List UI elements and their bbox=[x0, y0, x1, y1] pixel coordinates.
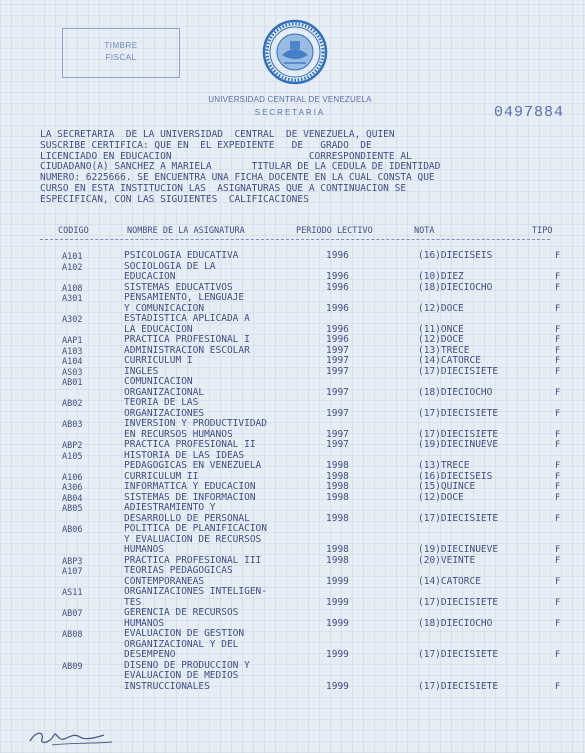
row-type: F bbox=[555, 461, 561, 471]
row-period: 1996 bbox=[326, 281, 349, 293]
row-subject: INFORMATICA Y EDUCACION bbox=[124, 481, 256, 492]
row-type: F bbox=[555, 345, 561, 356]
row-period: 1996 bbox=[326, 250, 349, 261]
row-grade: (18)DIECIOCHO bbox=[418, 281, 493, 293]
row-grade: (17)DIECISIETE bbox=[418, 512, 499, 524]
row-type: F bbox=[555, 513, 561, 524]
header-type: TIPO bbox=[532, 226, 553, 236]
row-code: AB03 bbox=[62, 420, 83, 430]
row-subject: CURRICULUM I bbox=[124, 355, 193, 366]
row-subject: ADIESTRAMIENTO Y DESARROLLO DE PERSONAL bbox=[124, 502, 250, 524]
row-type: F bbox=[555, 282, 561, 293]
row-code: AS03 bbox=[62, 367, 83, 378]
row-subject: PRACTICA PROFESIONAL III bbox=[124, 554, 262, 566]
row-code: A104 bbox=[62, 357, 83, 367]
row-type: F bbox=[555, 303, 561, 314]
row-subject: PSICOLOGIA EDUCATIVA bbox=[124, 250, 239, 261]
header-subject: NOMBRE DE LA ASIGNATURA bbox=[127, 226, 245, 236]
row-type: F bbox=[555, 429, 561, 440]
university-name: UNIVERSIDAD CENTRAL DE VENEZUELA bbox=[208, 95, 372, 104]
row-code: A306 bbox=[62, 483, 83, 493]
row-code: ABP2 bbox=[62, 441, 83, 451]
row-grade: (12)DOCE bbox=[418, 491, 464, 503]
row-grade: (19)DIECINUEVE bbox=[418, 439, 499, 450]
row-type: F bbox=[555, 492, 561, 503]
row-period: 1996 bbox=[326, 302, 349, 314]
row-code: AB02 bbox=[62, 399, 83, 409]
row-period: 1997 bbox=[326, 407, 349, 419]
row-code: AB09 bbox=[62, 661, 83, 672]
row-code: AAP1 bbox=[62, 336, 83, 346]
row-grade: (19)DIECINUEVE bbox=[418, 544, 499, 555]
row-type: F bbox=[555, 324, 561, 335]
row-code: A302 bbox=[62, 315, 83, 325]
row-subject: SISTEMAS EDUCATIVOS bbox=[124, 281, 233, 293]
row-grade: (13)TRECE bbox=[418, 344, 470, 356]
row-type: F bbox=[555, 482, 561, 492]
row-code: A101 bbox=[62, 252, 83, 262]
row-subject: ESTADISTICA APLICADA A LA EDUCACION bbox=[124, 313, 250, 335]
row-grade: (17)DIECISIETE bbox=[418, 365, 499, 377]
row-type: F bbox=[555, 356, 561, 366]
row-type: F bbox=[555, 366, 561, 377]
row-type: F bbox=[555, 650, 561, 660]
row-period: 1998 bbox=[326, 481, 349, 492]
row-code: AB07 bbox=[62, 609, 83, 619]
row-grade: (17)DIECISIETE bbox=[418, 649, 499, 660]
row-period: 1999 bbox=[326, 575, 349, 587]
row-subject: GERENCIA DE RECURSOS HUMANOS bbox=[124, 607, 239, 629]
row-grade: (17)DIECISIETE bbox=[418, 596, 499, 608]
row-subject: PRACTICA PROFESIONAL I bbox=[124, 334, 250, 345]
row-code: AB08 bbox=[62, 630, 83, 640]
row-subject: INVERSION Y PRODUCTIVIDAD EN RECURSOS HUMANOS bbox=[124, 418, 267, 440]
row-subject: POLITICA DE PLANIFICACION Y EVALUACION DE RECURSOS HUMANOS bbox=[124, 523, 267, 555]
row-type: F bbox=[555, 272, 561, 282]
row-type: F bbox=[555, 387, 561, 398]
row-grade: (20)VEINTE bbox=[418, 554, 476, 566]
row-period: 1998 bbox=[326, 470, 349, 482]
row-code: AS11 bbox=[62, 588, 83, 598]
row-subject: PRACTICA PROFESIONAL II bbox=[124, 439, 256, 450]
row-subject: ADMINISTRACION ESCOLAR bbox=[124, 344, 250, 356]
row-subject: COMUNICACION ORGANIZACIONAL bbox=[124, 376, 205, 398]
row-type: F bbox=[555, 618, 561, 629]
row-grade: (14)CATORCE bbox=[418, 355, 481, 366]
row-grade: (15)QUINCE bbox=[418, 481, 476, 492]
row-grade: (13)TRECE bbox=[418, 460, 470, 471]
row-code: AB05 bbox=[62, 504, 83, 514]
row-grade: (14)CATORCE bbox=[418, 575, 481, 587]
row-period: 1998 bbox=[326, 512, 349, 524]
row-period: 1996 bbox=[326, 334, 349, 345]
row-period: 1997 bbox=[326, 386, 349, 398]
row-period: 1999 bbox=[326, 596, 349, 608]
row-subject: SOCIOLOGIA DE LA EDUCACION bbox=[124, 260, 216, 282]
row-type: F bbox=[555, 555, 561, 566]
university-seal-icon bbox=[262, 19, 328, 85]
row-grade: (17)DIECISIETE bbox=[418, 680, 499, 692]
row-period: 1999 bbox=[326, 617, 349, 629]
row-code: AB06 bbox=[62, 525, 83, 535]
row-period: 1997 bbox=[326, 344, 349, 356]
row-code: A108 bbox=[62, 283, 83, 294]
row-period: 1996 bbox=[326, 323, 349, 335]
row-code: A301 bbox=[62, 294, 83, 304]
row-period: 1999 bbox=[326, 649, 349, 660]
row-grade: (16)DIECISEIS bbox=[418, 470, 493, 482]
certification-text: LA SECRETARIA DE LA UNIVERSIDAD CENTRAL DE VENEZUELA, QUIEN SUSCRIBE CERTIFICA: QUE EN EL EXPEDIENTE DE GRADO DE LICENCIADO EN EDUCACION CORRESPONDIENTE AL CIUDADANO(A) SANCHEZ A MARIELA TITULAR DE LA CEDULA DE IDENTIDAD NUMERO: 6225666. SE ENCUENTRA UNA FICHA DOCENTE EN LA CUAL CONSTA QUE CURSO EN ESTA INSTITUCION LAS ASIGNATURAS QUE A CONTINUACION SE ESPECIFICAN, CON LAS SIGUIENTES CALIFICACIONES bbox=[40, 129, 441, 205]
row-subject: HISTORIA DE LAS IDEAS PEDAGOGICAS EN VENEZUELA bbox=[124, 449, 262, 471]
row-grade: (17)DIECISIETE bbox=[418, 407, 499, 419]
row-subject: SISTEMAS DE INFORMACION bbox=[124, 491, 256, 503]
fiscal-stamp-label: TIMBRE FISCAL bbox=[104, 41, 138, 62]
row-subject: ORGANIZACIONES INTELIGEN- TES bbox=[124, 586, 267, 608]
row-period: 1997 bbox=[326, 365, 349, 377]
row-grade: (16)DIECISEIS bbox=[418, 250, 493, 261]
serial-number: 0497884 bbox=[494, 104, 565, 121]
header-period: PERIODO LECTIVO bbox=[296, 226, 373, 236]
row-subject: EVALUACION DE GESTION ORGANIZACIONAL Y DEL DESEMPENO bbox=[124, 628, 245, 660]
row-period: 1997 bbox=[326, 439, 349, 450]
office-name: SECRETARIA bbox=[254, 108, 326, 117]
row-subject: CURRICULUM II bbox=[124, 470, 199, 482]
row-subject: PENSAMIENTO, LENGUAJE Y COMUNICACION bbox=[124, 292, 245, 314]
row-grade: (17)DIECISIETE bbox=[418, 428, 499, 440]
row-type: F bbox=[555, 576, 561, 587]
row-subject: DISENO DE PRODUCCION Y EVALUACION DE MEDIOS INSTRUCCIONALES bbox=[124, 659, 250, 692]
row-type: F bbox=[555, 408, 561, 419]
row-period: 1998 bbox=[326, 460, 349, 471]
row-code: A102 bbox=[62, 262, 83, 273]
row-code: A107 bbox=[62, 567, 83, 577]
row-type: F bbox=[555, 335, 561, 345]
row-period: 1996 bbox=[326, 271, 349, 282]
row-code: A103 bbox=[62, 346, 83, 357]
row-subject: TEORIAS PEDAGOGICAS CONTEMPORANEAS bbox=[124, 565, 233, 587]
row-subject: INGLES bbox=[124, 365, 159, 377]
row-type: F bbox=[555, 471, 561, 482]
row-period: 1997 bbox=[326, 428, 349, 440]
row-type: F bbox=[555, 440, 561, 450]
row-type: F bbox=[555, 597, 561, 608]
row-period: 1997 bbox=[326, 355, 349, 366]
row-grade: (10)DIEZ bbox=[418, 271, 464, 282]
row-type: F bbox=[555, 251, 561, 261]
row-grade: (18)DIECIOCHO bbox=[418, 617, 493, 629]
row-period: 1999 bbox=[326, 680, 349, 692]
fiscal-stamp-box bbox=[62, 28, 180, 78]
row-grade: (12)DOCE bbox=[418, 334, 464, 345]
header-code: CODIGO bbox=[58, 226, 89, 236]
row-grade: (11)ONCE bbox=[418, 323, 464, 335]
row-subject: TEORIA DE LAS ORGANIZACIONES bbox=[124, 397, 205, 419]
row-code: AB04 bbox=[62, 493, 83, 504]
row-period: 1998 bbox=[326, 554, 349, 566]
row-type: F bbox=[555, 681, 561, 692]
row-code: AB01 bbox=[62, 378, 83, 388]
header-grade: NOTA bbox=[414, 226, 435, 236]
row-period: 1998 bbox=[326, 544, 349, 555]
row-period: 1998 bbox=[326, 491, 349, 503]
row-grade: (12)DOCE bbox=[418, 302, 464, 314]
header-divider bbox=[40, 239, 550, 240]
row-code: A105 bbox=[62, 451, 83, 462]
signature-mark bbox=[22, 725, 122, 749]
row-grade: (18)DIECIOCHO bbox=[418, 386, 493, 398]
row-code: A106 bbox=[62, 472, 83, 483]
row-type: F bbox=[555, 545, 561, 555]
row-code: ABP3 bbox=[62, 556, 83, 567]
